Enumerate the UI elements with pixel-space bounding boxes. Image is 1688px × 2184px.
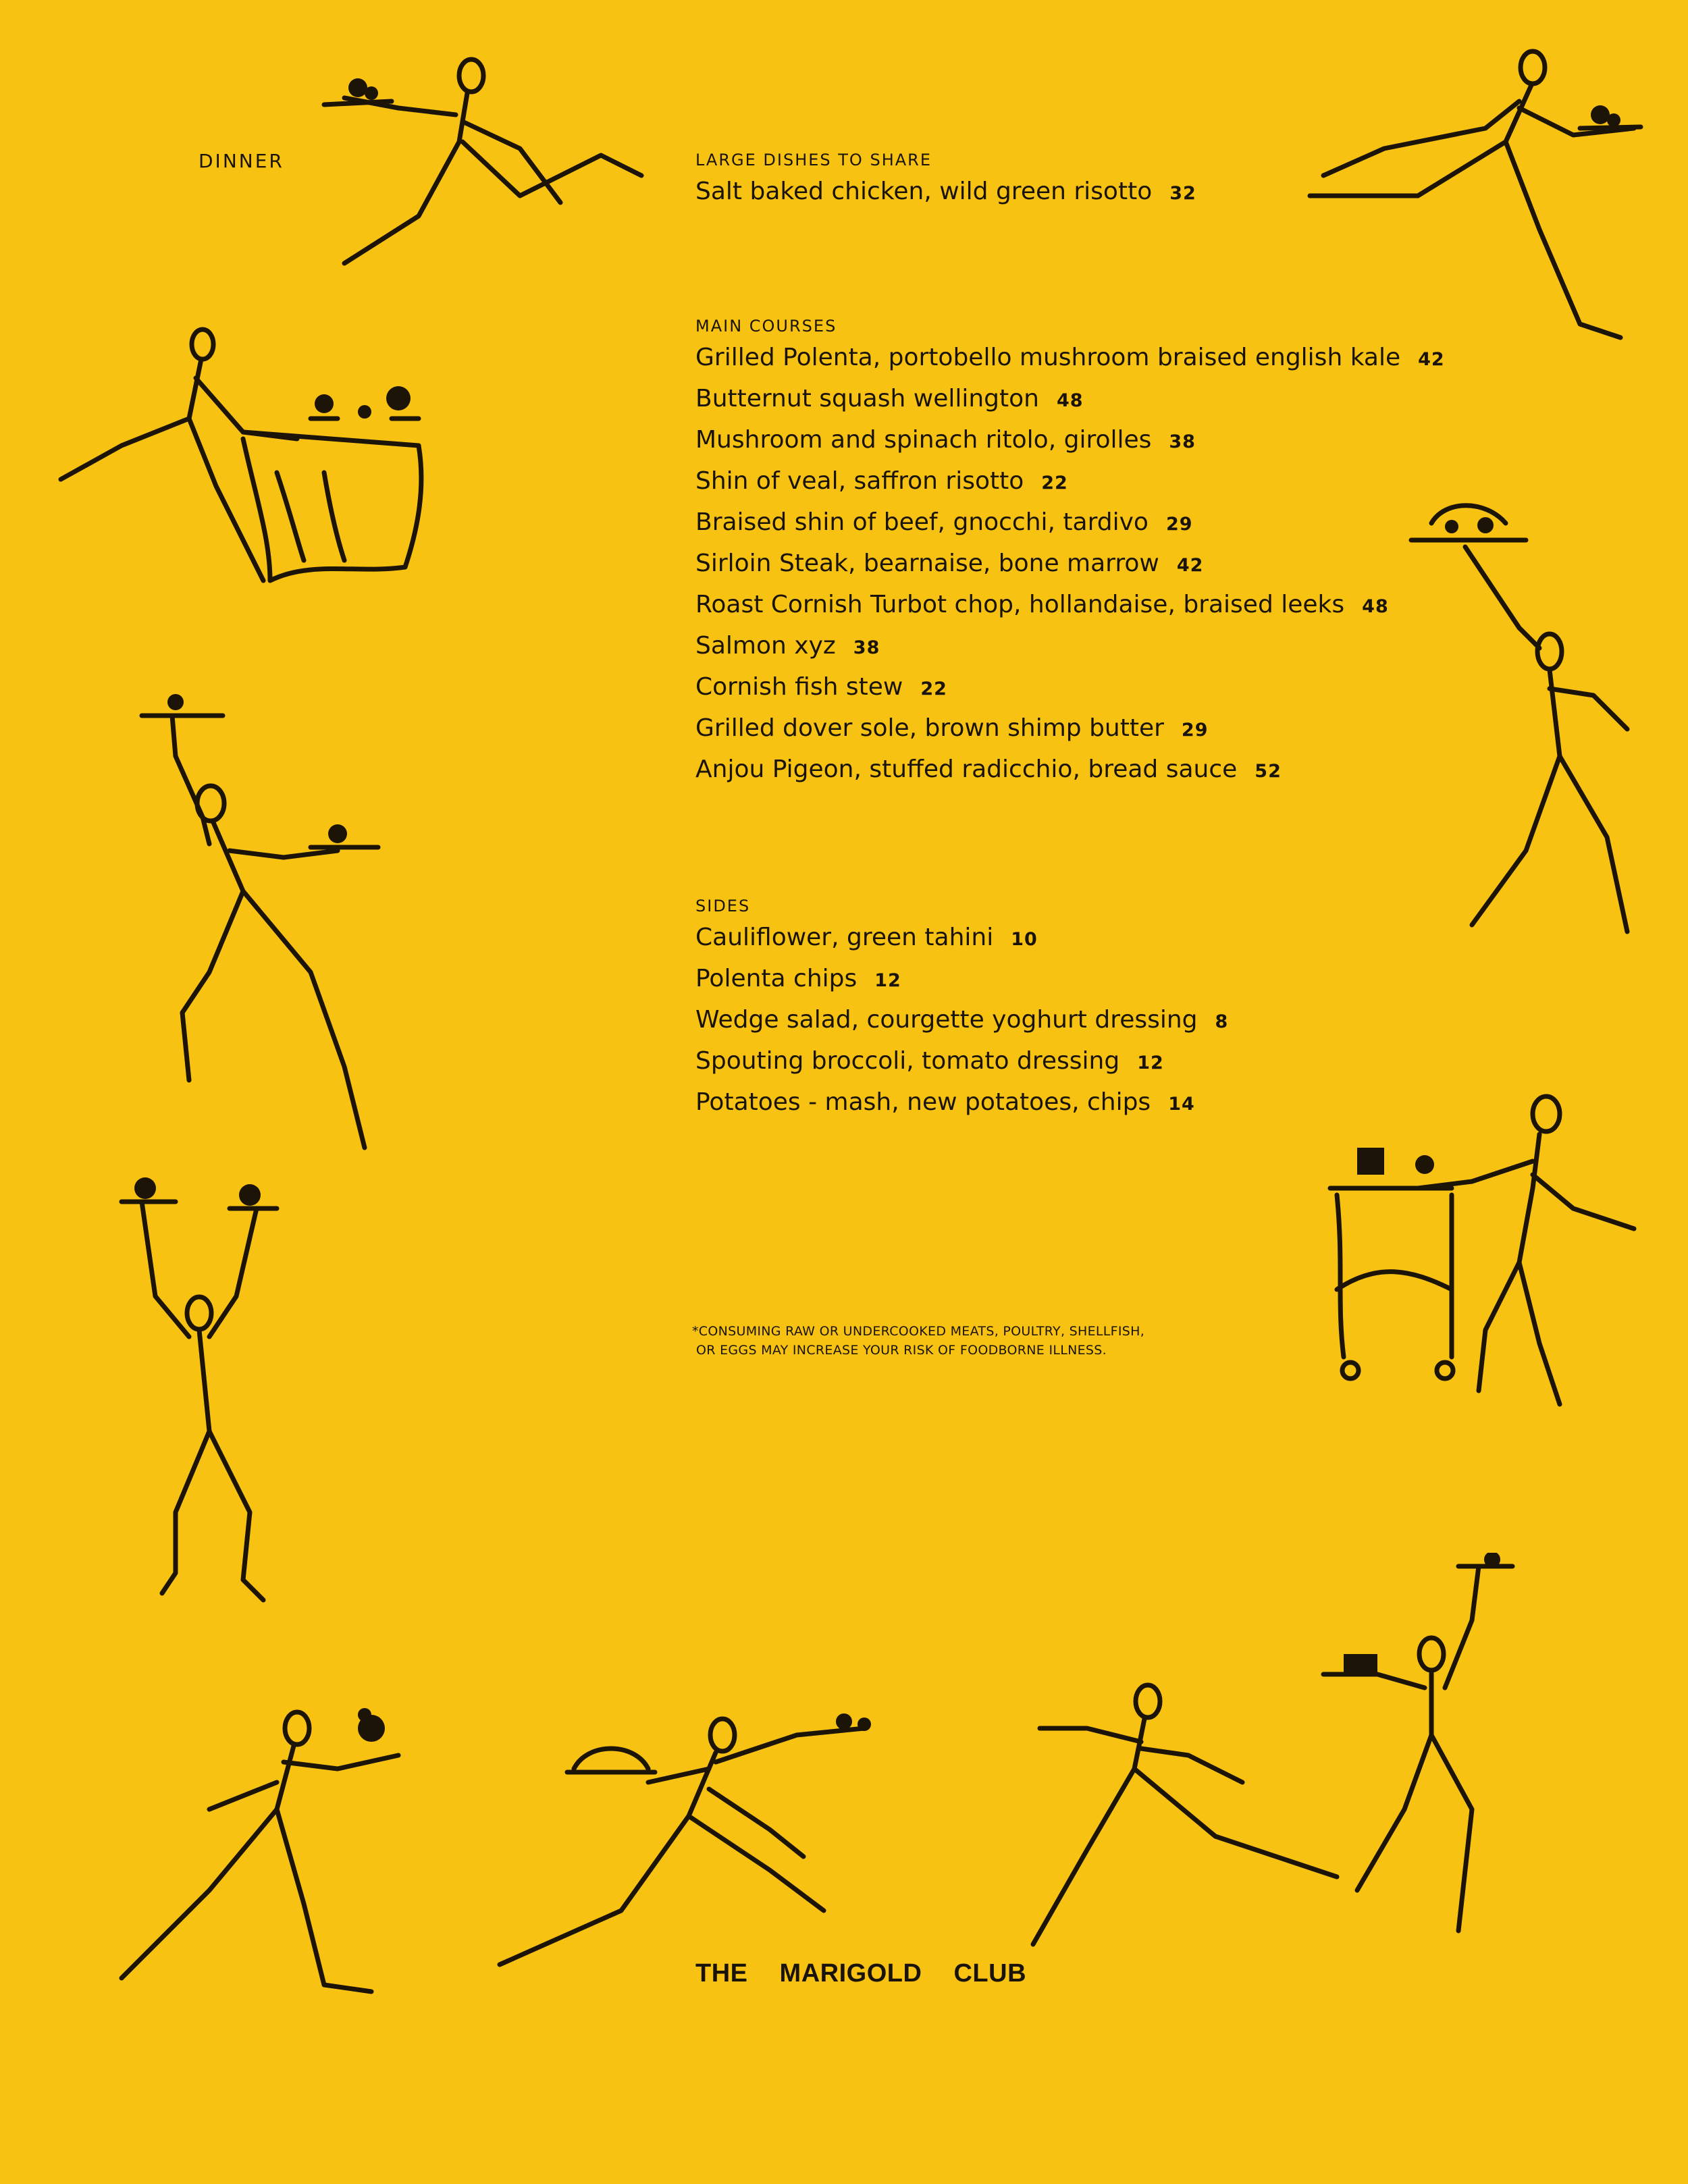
disclaimer-line-1: *CONSUMING RAW OR UNDERCOOKED MEATS, POULTRY, SHELLFISH, [692,1324,1145,1339]
item-price: 29 [1165,514,1193,535]
item-price: 42 [1418,349,1445,370]
item-name: Potatoes - mash, new potatoes, chips [695,1088,1151,1116]
menu-label: DINNER [199,150,284,172]
restaurant-brand: THE MARIGOLD CLUB [695,1959,1027,1988]
waiter-pair-with-trays-illustration [1026,1553,1526,1958]
section-title: SIDES [695,897,751,915]
menu-item [695,964,1371,1005]
item-price: 12 [874,970,901,991]
waiter-carrying-two-trays-illustration [135,689,392,1161]
menu-item [695,425,1371,467]
section-main-courses [695,316,1445,796]
waiter-carrying-cake-illustration [101,1688,412,2012]
waiter-tray-overhead-illustration [108,1161,297,1620]
item-name: Salt baked chicken, wild green risotto [695,178,1153,205]
item-price: 12 [1137,1053,1164,1073]
item-name: Polenta chips [695,965,858,992]
menu-item [695,714,1371,755]
item-price: 38 [853,637,880,658]
waiter-with-serving-trolley-illustration [1317,1087,1641,1418]
item-name: Shin of veal, saffron risotto [695,467,1024,495]
menu-item [695,631,1371,672]
item-name: Roast Cornish Turbot chop, hollandaise, braised leeks [695,591,1345,618]
menu-item [695,923,1371,964]
section-sides [695,896,1371,1129]
item-price: 10 [1011,929,1038,950]
menu-item [695,1005,1371,1046]
item-name: Sirloin Steak, bearnaise, bone marrow [695,550,1159,577]
item-name: Cornish fish stew [695,673,903,701]
waiter-carrying-cloche-illustration [486,1708,878,1992]
menu-item [695,177,1371,218]
waiter-running-with-tray-illustration [317,41,668,311]
item-name: Mushroom and spinach ritolo, girolles [695,426,1152,454]
item-name: Wedge salad, courgette yoghurt dressing [695,1006,1198,1034]
waiter-leaping-with-tray-illustration [1283,41,1647,351]
item-price: 22 [920,678,947,699]
menu-item [695,343,1445,384]
allergy-disclaimer [692,1322,1205,1360]
menu-item [695,384,1371,425]
menu-item [695,549,1371,590]
menu-item [695,755,1371,796]
item-price: 22 [1041,473,1068,494]
item-price: 48 [1056,390,1084,411]
waiter-balancing-trays-illustration [1404,473,1647,945]
item-price: 14 [1168,1094,1195,1115]
disclaimer-line-2: OR EGGS MAY INCREASE YOUR RISK OF FOODBORNE ILLNESS. [696,1343,1107,1358]
item-name: Butternut squash wellington [695,385,1039,412]
item-name: Anjou Pigeon, stuffed radicchio, bread sauce [695,755,1238,783]
item-name: Spouting broccoli, tomato dressing [695,1047,1120,1075]
item-price: 38 [1169,431,1196,452]
item-price: 29 [1181,720,1209,741]
menu-item [695,1088,1371,1129]
menu-item [695,467,1371,508]
item-price: 32 [1169,183,1196,204]
item-name: Grilled Polenta, portobello mushroom braised english kale [695,344,1401,371]
menu-item [695,508,1371,549]
menu-item [695,1046,1371,1088]
section-title: MAIN COURSES [695,317,837,336]
item-name: Cauliflower, green tahini [695,924,994,951]
waiter-with-dessert-cart-illustration [41,324,432,635]
item-name: Grilled dover sole, brown shimp butter [695,714,1164,742]
menu-item [695,590,1389,631]
item-name: Salmon xyz [695,632,836,660]
item-price: 8 [1215,1011,1229,1032]
section-title: LARGE DISHES TO SHARE [695,151,932,169]
item-price: 52 [1255,761,1282,782]
item-price: 42 [1176,555,1204,576]
item-price: 48 [1362,596,1389,617]
section-large-dishes [695,150,1371,218]
menu-item [695,672,1371,714]
item-name: Braised shin of beef, gnocchi, tardivo [695,508,1149,536]
